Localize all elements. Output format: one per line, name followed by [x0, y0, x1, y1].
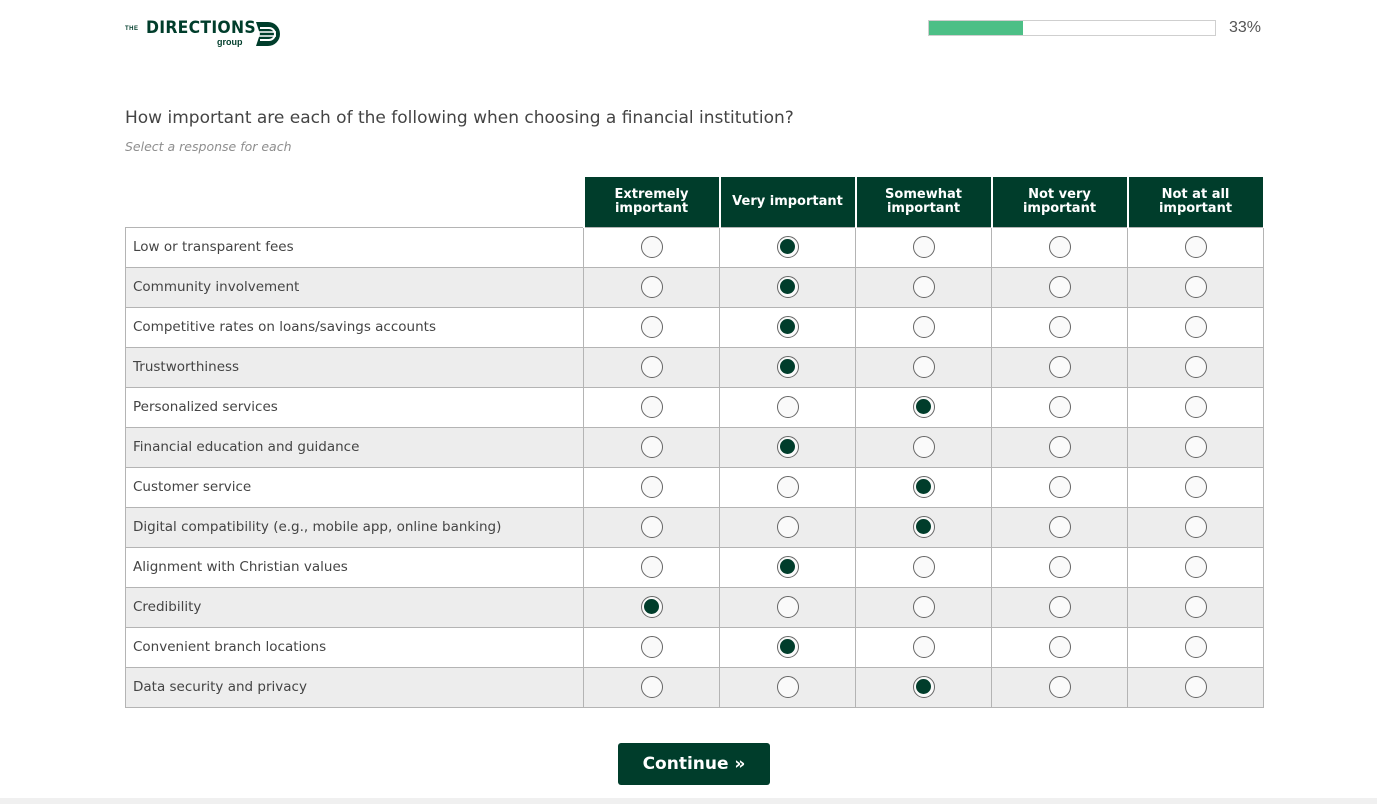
- radio-button[interactable]: [1049, 236, 1071, 258]
- grid-cell: [720, 227, 856, 267]
- grid-cell: [720, 467, 856, 507]
- grid-cell: [856, 267, 992, 307]
- question-instruction: Select a response for each: [125, 139, 292, 154]
- radio-button[interactable]: [641, 676, 663, 698]
- grid-cell: [584, 427, 720, 467]
- grid-cell: [992, 587, 1128, 627]
- grid-row: [126, 667, 1264, 707]
- radio-button[interactable]: [913, 476, 935, 498]
- radio-button[interactable]: [641, 516, 663, 538]
- row-label: Convenient branch locations: [126, 627, 584, 667]
- radio-button[interactable]: [777, 476, 799, 498]
- grid-cell: [1128, 387, 1264, 427]
- radio-button[interactable]: [913, 556, 935, 578]
- column-header: Very important: [720, 177, 856, 227]
- radio-button[interactable]: [641, 356, 663, 378]
- radio-button[interactable]: [777, 636, 799, 658]
- logo-suffix: group: [217, 37, 243, 47]
- radio-button[interactable]: [641, 436, 663, 458]
- row-label: Low or transparent fees: [126, 227, 584, 267]
- grid-cell: [992, 267, 1128, 307]
- grid-cell: [1128, 347, 1264, 387]
- radio-button[interactable]: [1049, 316, 1071, 338]
- grid-cell: [720, 627, 856, 667]
- radio-button[interactable]: [777, 436, 799, 458]
- radio-button[interactable]: [777, 356, 799, 378]
- radio-button[interactable]: [777, 316, 799, 338]
- grid-cell: [856, 427, 992, 467]
- radio-button[interactable]: [777, 276, 799, 298]
- radio-button[interactable]: [777, 556, 799, 578]
- logo-wordmark: DIRECTIONS: [146, 18, 256, 38]
- row-label: Trustworthiness: [126, 347, 584, 387]
- continue-button[interactable]: Continue »: [618, 743, 770, 785]
- radio-button[interactable]: [1049, 516, 1071, 538]
- grid-cell: [992, 627, 1128, 667]
- grid-cell: [992, 227, 1128, 267]
- radio-button[interactable]: [641, 636, 663, 658]
- grid-cell: [1128, 547, 1264, 587]
- grid-cell: [992, 507, 1128, 547]
- grid-cell: [1128, 587, 1264, 627]
- radio-button[interactable]: [1049, 556, 1071, 578]
- rating-grid: [125, 177, 1265, 708]
- grid-cell: [720, 427, 856, 467]
- grid-row: [126, 587, 1264, 627]
- radio-button[interactable]: [641, 396, 663, 418]
- grid-cell: [992, 307, 1128, 347]
- grid-cell: [856, 387, 992, 427]
- radio-button[interactable]: [777, 676, 799, 698]
- grid-cell: [720, 507, 856, 547]
- grid-cell: [856, 467, 992, 507]
- directions-arrow-icon: [254, 19, 284, 49]
- radio-button[interactable]: [1185, 596, 1207, 618]
- question-text: How important are each of the following when choosing a financial institution?: [125, 108, 794, 128]
- radio-button[interactable]: [1049, 676, 1071, 698]
- radio-button[interactable]: [913, 396, 935, 418]
- row-label: Digital compatibility (e.g., mobile app, online banking): [126, 507, 584, 547]
- grid-cell: [1128, 507, 1264, 547]
- grid-cell: [1128, 667, 1264, 707]
- grid-cell: [720, 387, 856, 427]
- grid-cell: [584, 547, 720, 587]
- radio-button[interactable]: [913, 316, 935, 338]
- column-header: Not at all important: [1128, 177, 1264, 227]
- radio-button[interactable]: [913, 676, 935, 698]
- grid-cell: [584, 587, 720, 627]
- grid-cell: [584, 267, 720, 307]
- radio-button[interactable]: [777, 396, 799, 418]
- radio-button[interactable]: [1185, 516, 1207, 538]
- radio-button[interactable]: [1185, 276, 1207, 298]
- grid-row: [126, 347, 1264, 387]
- grid-row: [126, 387, 1264, 427]
- grid-cell: [720, 347, 856, 387]
- radio-button[interactable]: [1049, 476, 1071, 498]
- radio-button[interactable]: [1185, 476, 1207, 498]
- column-header: Somewhat important: [856, 177, 992, 227]
- row-label: Personalized services: [126, 387, 584, 427]
- grid-row: [126, 427, 1264, 467]
- footer-bar: [0, 798, 1377, 804]
- grid-cell: [720, 587, 856, 627]
- grid-cell: [856, 587, 992, 627]
- row-label: Community involvement: [126, 267, 584, 307]
- grid-cell: [856, 667, 992, 707]
- radio-button[interactable]: [1185, 436, 1207, 458]
- grid-cell: [720, 547, 856, 587]
- grid-cell: [992, 467, 1128, 507]
- grid-cell: [584, 387, 720, 427]
- row-label: Data security and privacy: [126, 667, 584, 707]
- grid-cell: [856, 227, 992, 267]
- grid-cell: [1128, 427, 1264, 467]
- grid-cell: [584, 627, 720, 667]
- radio-button[interactable]: [777, 516, 799, 538]
- row-label: Credibility: [126, 587, 584, 627]
- column-header: Extremely important: [584, 177, 720, 227]
- grid-row: [126, 547, 1264, 587]
- grid-cell: [1128, 267, 1264, 307]
- grid-cell: [856, 547, 992, 587]
- grid-cell: [1128, 467, 1264, 507]
- grid-cell: [992, 347, 1128, 387]
- progress-bar: [928, 20, 1216, 36]
- column-header: Not very important: [992, 177, 1128, 227]
- grid-cell: [856, 507, 992, 547]
- grid-cell: [1128, 307, 1264, 347]
- radio-button[interactable]: [641, 276, 663, 298]
- grid-cell: [992, 667, 1128, 707]
- radio-button[interactable]: [1049, 436, 1071, 458]
- grid-cell: [992, 547, 1128, 587]
- radio-button[interactable]: [1049, 396, 1071, 418]
- grid-cell: [584, 667, 720, 707]
- radio-button[interactable]: [1185, 636, 1207, 658]
- grid-cell: [720, 307, 856, 347]
- grid-cell: [584, 507, 720, 547]
- row-label: Financial education and guidance: [126, 427, 584, 467]
- radio-button[interactable]: [777, 236, 799, 258]
- radio-button[interactable]: [1185, 356, 1207, 378]
- grid-corner: [126, 177, 584, 227]
- radio-button[interactable]: [777, 596, 799, 618]
- radio-button[interactable]: [1185, 556, 1207, 578]
- grid-cell: [856, 307, 992, 347]
- radio-button[interactable]: [641, 556, 663, 578]
- radio-button[interactable]: [1049, 596, 1071, 618]
- radio-button[interactable]: [913, 236, 935, 258]
- radio-button[interactable]: [1185, 676, 1207, 698]
- radio-button[interactable]: [641, 476, 663, 498]
- row-label: Customer service: [126, 467, 584, 507]
- radio-button[interactable]: [1185, 396, 1207, 418]
- row-label: Alignment with Christian values: [126, 547, 584, 587]
- radio-button[interactable]: [913, 276, 935, 298]
- radio-button[interactable]: [641, 236, 663, 258]
- radio-button[interactable]: [1049, 356, 1071, 378]
- grid-row: [126, 507, 1264, 547]
- grid-cell: [992, 387, 1128, 427]
- grid-cell: [992, 427, 1128, 467]
- grid-cell: [856, 627, 992, 667]
- grid-cell: [584, 347, 720, 387]
- radio-button[interactable]: [641, 316, 663, 338]
- grid-row: [126, 267, 1264, 307]
- grid-cell: [584, 307, 720, 347]
- radio-button[interactable]: [1049, 636, 1071, 658]
- grid-row: [126, 467, 1264, 507]
- radio-button[interactable]: [913, 436, 935, 458]
- radio-button[interactable]: [1185, 316, 1207, 338]
- grid-cell: [720, 667, 856, 707]
- grid-cell: [1128, 227, 1264, 267]
- grid-cell: [584, 227, 720, 267]
- row-label: Competitive rates on loans/savings accounts: [126, 307, 584, 347]
- radio-button[interactable]: [913, 516, 935, 538]
- grid-row: [126, 307, 1264, 347]
- progress-percent: 33%: [1229, 19, 1262, 36]
- logo-prefix: THE: [125, 26, 139, 32]
- grid-cell: [856, 347, 992, 387]
- directions-group-logo: [125, 18, 285, 50]
- radio-button[interactable]: [1185, 236, 1207, 258]
- radio-button[interactable]: [913, 636, 935, 658]
- radio-button[interactable]: [913, 596, 935, 618]
- radio-button[interactable]: [641, 596, 663, 618]
- grid-cell: [1128, 627, 1264, 667]
- grid-row: [126, 627, 1264, 667]
- grid-cell: [720, 267, 856, 307]
- grid-cell: [584, 467, 720, 507]
- grid-row: [126, 227, 1264, 267]
- grid-header-row: [126, 177, 1264, 227]
- radio-button[interactable]: [913, 356, 935, 378]
- radio-button[interactable]: [1049, 276, 1071, 298]
- progress-bar-fill: [929, 21, 1023, 35]
